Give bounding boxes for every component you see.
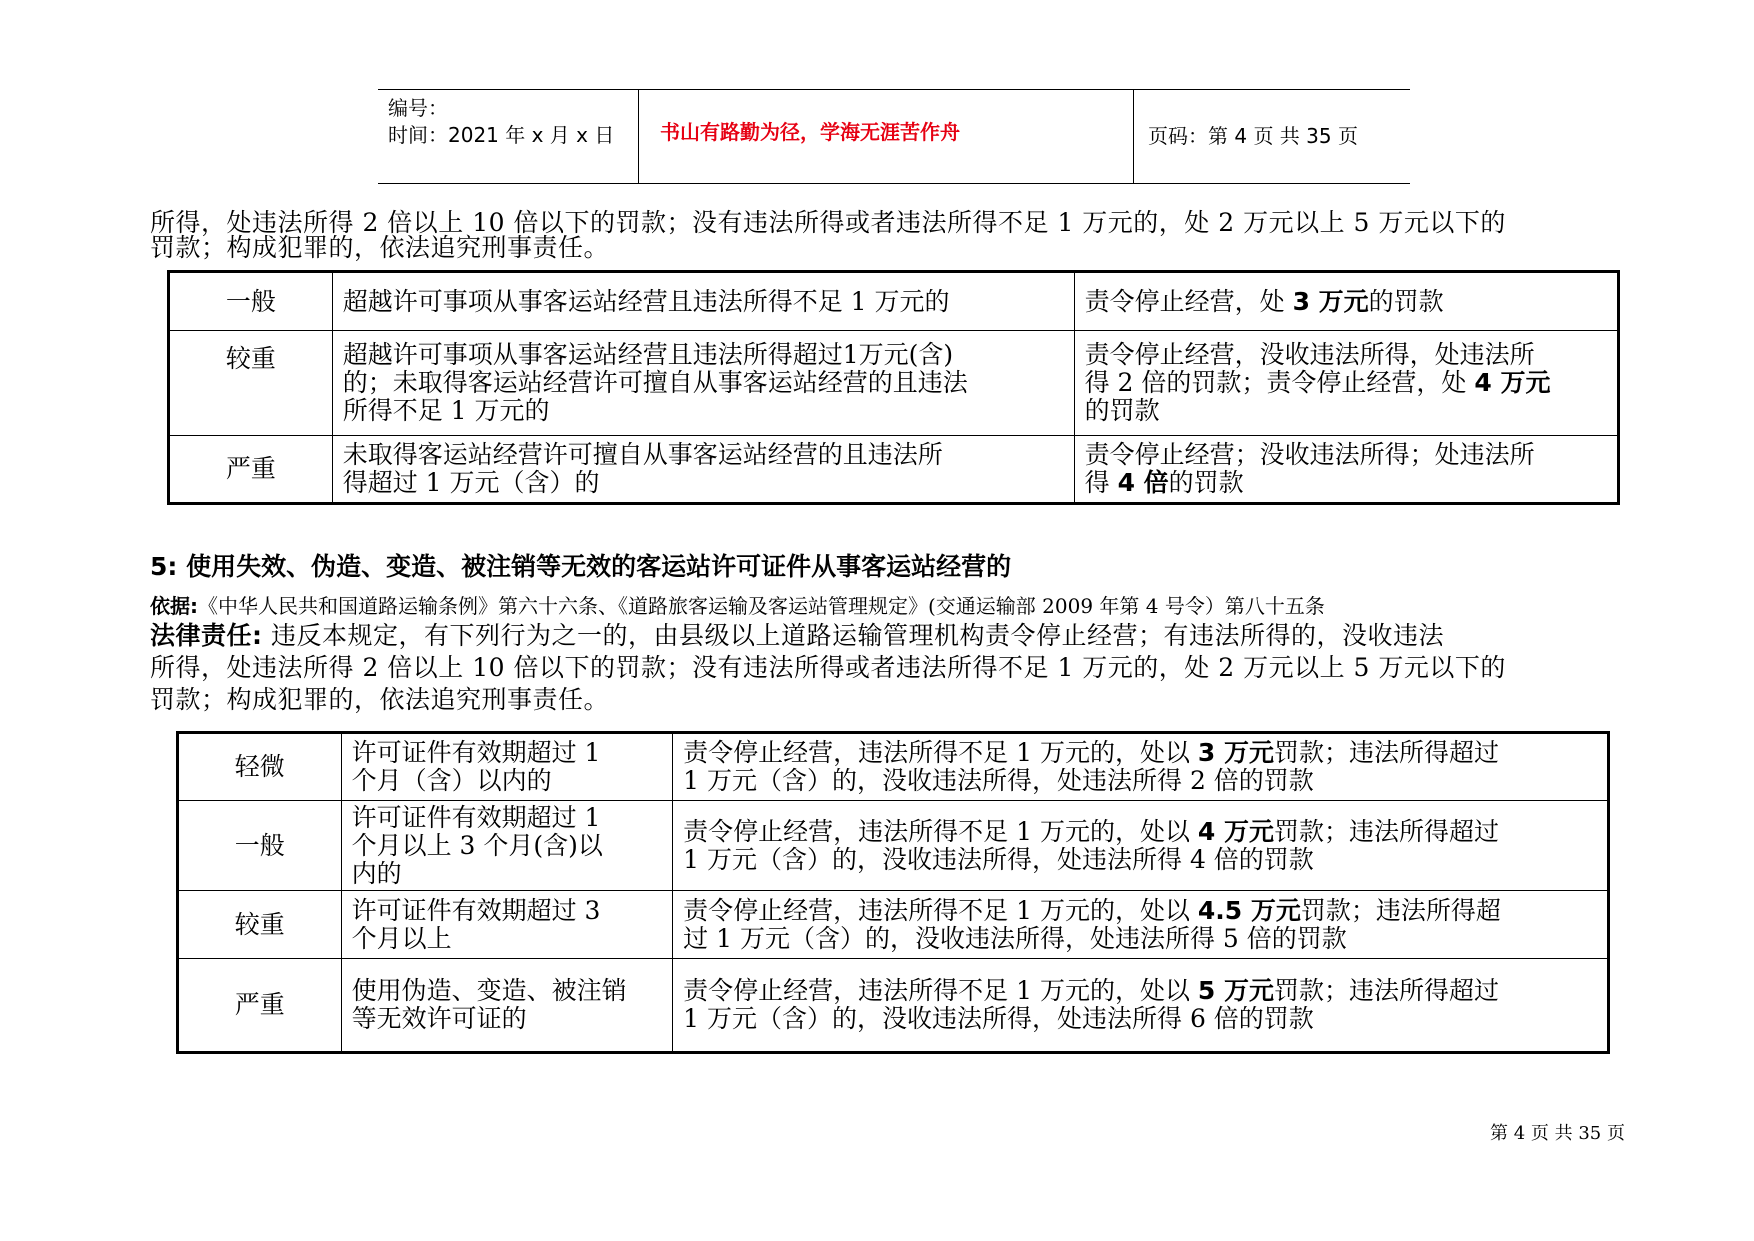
violation-condition: 使用伪造、变造、被注销 等无效许可证的	[341, 959, 673, 1053]
violation-condition: 许可证件有效期超过 3 个月以上	[341, 891, 673, 959]
intro-paragraph	[150, 208, 1640, 263]
paragraph-line: 所得，处违法所得 2 倍以上 10 倍以下的罚款；没有违法所得或者违法所得不足 1 万元的，处 2 万元以上 5 万元以下的	[150, 208, 1506, 237]
document-header	[378, 89, 1410, 184]
legal-basis-text: 《中华人民共和国道路运输条例》第六十六条、《道路旅客运输及客运站管理规定》(交通运输部 2009 年第 4 号令）第八十五条	[198, 594, 1325, 618]
severity-level: 一般	[169, 272, 333, 331]
severity-level: 一般	[178, 801, 342, 891]
table-row	[178, 891, 1609, 959]
paragraph-line: 违反本规定，有下列行为之一的，由县级以上道路运输管理机构责令停止经营；有违法所得的，没收违法	[262, 621, 1444, 650]
header-divider	[638, 90, 639, 183]
legal-liability-label: 法律责任:	[150, 621, 263, 650]
violation-condition: 超越许可事项从事客运站经营且违法所得超过1万元(含) 的；未取得客运站经营许可擅自从事客运站经营的且违法 所得不足 1 万元的	[332, 331, 1074, 436]
document-number-label: 编号：	[388, 96, 448, 120]
penalty-table-2	[176, 731, 1610, 1054]
table-row	[169, 331, 1619, 436]
penalty-cell: 责令停止经营，没收违法所得，处违法所 得 2 倍的罚款；责令停止经营，处 4 万元 的罚款	[1074, 331, 1618, 436]
penalty-cell: 责令停止经营，违法所得不足 1 万元的，处以 5 万元罚款；违法所得超过 1 万元（含）的，没收违法所得，处违法所得 6 倍的罚款	[673, 959, 1609, 1053]
violation-condition: 未取得客运站经营许可擅自从事客运站经营的且违法所 得超过 1 万元（含）的	[332, 436, 1074, 504]
penalty-table-1	[167, 270, 1620, 505]
legal-liability-paragraph	[150, 621, 1640, 715]
paragraph-line: 罚款；构成犯罪的，依法追究刑事责任。	[150, 685, 610, 714]
table-row	[178, 733, 1609, 801]
severity-level: 严重	[169, 436, 333, 504]
penalty-cell: 责令停止经营；没收违法所得；处违法所 得 4 倍的罚款	[1074, 436, 1618, 504]
penalty-cell: 责令停止经营，违法所得不足 1 万元的，处以 4.5 万元罚款；违法所得超 过 1 万元（含）的，没收违法所得，处违法所得 5 倍的罚款	[673, 891, 1609, 959]
header-motto: 书山有路勤为径，学海无涯苦作舟	[660, 120, 960, 144]
document-date-label: 时间：2021 年 x 月 x 日	[388, 123, 615, 147]
severity-level: 较重	[178, 891, 342, 959]
paragraph-line: 罚款；构成犯罪的，依法追究刑事责任。	[150, 233, 610, 262]
penalty-cell: 责令停止经营，处 3 万元的罚款	[1074, 272, 1618, 331]
table-row	[178, 959, 1609, 1053]
legal-basis	[150, 590, 1325, 619]
paragraph-line: 所得，处违法所得 2 倍以上 10 倍以下的罚款；没有违法所得或者违法所得不足 1 万元的，处 2 万元以上 5 万元以下的	[150, 653, 1506, 682]
severity-level: 较重	[169, 331, 333, 436]
violation-condition: 超越许可事项从事客运站经营且违法所得不足 1 万元的	[332, 272, 1074, 331]
header-page-number: 页码：第 4 页 共 35 页	[1148, 124, 1358, 148]
penalty-cell: 责令停止经营，违法所得不足 1 万元的，处以 4 万元罚款；违法所得超过 1 万元（含）的，没收违法所得，处违法所得 4 倍的罚款	[673, 801, 1609, 891]
severity-level: 严重	[178, 959, 342, 1053]
section-heading: 5: 使用失效、伪造、变造、被注销等无效的客运站许可证件从事客运站经营的	[150, 552, 1012, 581]
severity-level: 轻微	[178, 733, 342, 801]
page-footer: 第 4 页 共 35 页	[1490, 1123, 1625, 1144]
table-row	[178, 801, 1609, 891]
violation-condition: 许可证件有效期超过 1 个月（含）以内的	[341, 733, 673, 801]
penalty-cell: 责令停止经营，违法所得不足 1 万元的，处以 3 万元罚款；违法所得超过 1 万元（含）的，没收违法所得，处违法所得 2 倍的罚款	[673, 733, 1609, 801]
legal-basis-label: 依据:	[150, 594, 198, 618]
header-divider	[1133, 90, 1134, 183]
table-row	[169, 272, 1619, 331]
table-row	[169, 436, 1619, 504]
violation-condition: 许可证件有效期超过 1 个月以上 3 个月(含)以 内的	[341, 801, 673, 891]
